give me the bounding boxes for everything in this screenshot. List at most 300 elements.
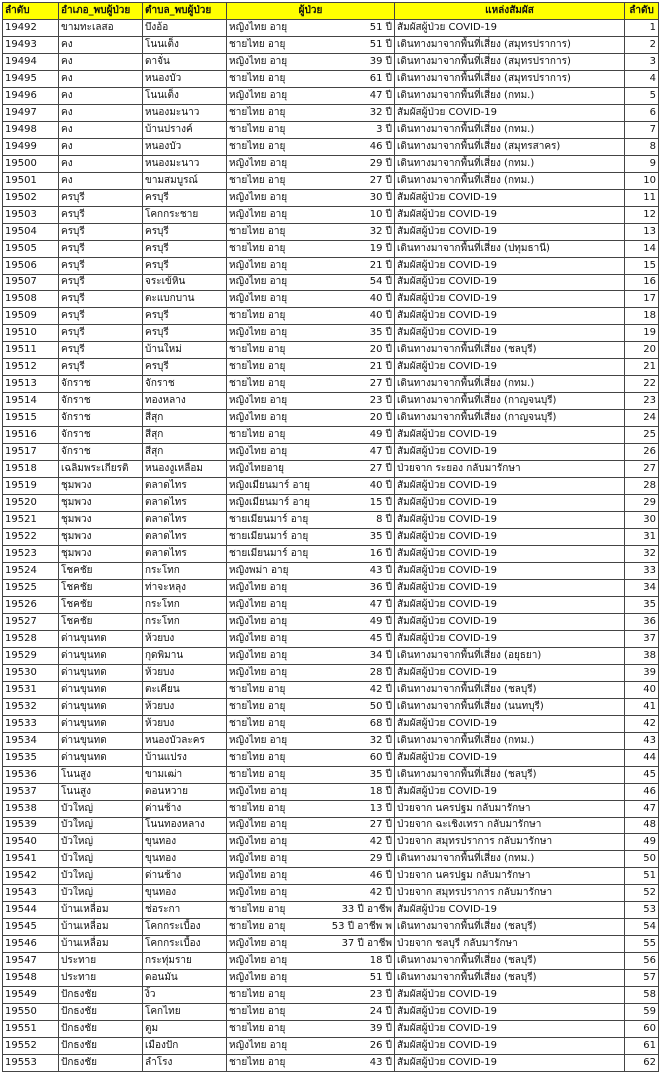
cell-patient (227, 19, 395, 36)
cell-patient (227, 834, 395, 851)
cell-district: บ้านเหลื่อม (59, 902, 143, 919)
cell-subdistrict: จระเข้หิน (143, 274, 227, 291)
cell-subdistrict: ทองหลาง (143, 393, 227, 410)
cell-order: 10 (625, 172, 659, 189)
cell-district: โนนสูง (59, 766, 143, 783)
table-row (3, 308, 659, 325)
cell-order: 20 (625, 342, 659, 359)
table-row (3, 342, 659, 359)
table-row (3, 206, 659, 223)
cell-subdistrict: เมืองปัก (143, 1038, 227, 1055)
cell-source: สัมผัสผู้ป่วย COVID-19 (395, 495, 625, 512)
table-row (3, 766, 659, 783)
cell-id: 19509 (3, 308, 59, 325)
cell-source: สัมผัสผู้ป่วย COVID-19 (395, 189, 625, 206)
cell-id: 19492 (3, 19, 59, 36)
patient-desc: ชายไทย อายุ (229, 1006, 286, 1018)
patient-age: 20 ปี (369, 344, 392, 356)
cell-id: 19516 (3, 427, 59, 444)
cell-source: เดินทางมาจากพื้นที่เสี่ยง (ชลบุรี) (395, 681, 625, 698)
patient-desc: หญิงไทย อายุ (229, 395, 288, 407)
table-row (3, 885, 659, 902)
patient-desc: ชายไทย อายุ (229, 310, 286, 322)
patient-age: 45 ปี (369, 632, 392, 644)
cell-source: สัมผัสผู้ป่วย COVID-19 (395, 291, 625, 308)
cell-id: 19522 (3, 529, 59, 546)
table-row (3, 868, 659, 885)
cell-district: จักราช (59, 444, 143, 461)
table-row (3, 596, 659, 613)
patient-desc: หญิงไทย อายุ (229, 1040, 288, 1052)
cell-district: ชุมพวง (59, 546, 143, 563)
cell-order: 21 (625, 359, 659, 376)
cell-district: ขามทะเลสอ (59, 19, 143, 36)
cell-patient (227, 800, 395, 817)
table-row (3, 410, 659, 427)
cell-patient (227, 53, 395, 70)
cell-id: 19536 (3, 766, 59, 783)
patient-age: 16 ปี (369, 547, 392, 559)
cell-subdistrict: ตลาดไทร (143, 495, 227, 512)
cell-source: สัมผัสผู้ป่วย COVID-19 (395, 325, 625, 342)
cell-patient (227, 240, 395, 257)
table-row (3, 376, 659, 393)
cell-district: จักราช (59, 376, 143, 393)
cell-patient (227, 613, 395, 630)
cell-patient (227, 936, 395, 953)
cell-subdistrict: งิ้ว (143, 987, 227, 1004)
patient-desc: ชายไทย อายุ (229, 1023, 286, 1035)
patient-age: 61 ปี (369, 72, 392, 84)
table-row (3, 138, 659, 155)
cell-order: 47 (625, 800, 659, 817)
cell-id: 19494 (3, 53, 59, 70)
patient-desc: หญิงไทย อายุ (229, 55, 288, 67)
cell-order: 45 (625, 766, 659, 783)
cell-patient (227, 732, 395, 749)
cell-subdistrict: ช่อระกา (143, 902, 227, 919)
table-row (3, 36, 659, 53)
cell-subdistrict: จักราช (143, 376, 227, 393)
cell-patient (227, 410, 395, 427)
cell-source: ป่วยจาก สมุทรปราการ กลับมารักษา (395, 885, 625, 902)
cell-order: 9 (625, 155, 659, 172)
table-row (3, 172, 659, 189)
cell-patient (227, 512, 395, 529)
patient-age: 47 ปี (369, 446, 392, 458)
cell-id: 19507 (3, 274, 59, 291)
table-row (3, 715, 659, 732)
table-row (3, 732, 659, 749)
cell-order: 22 (625, 376, 659, 393)
cell-order: 3 (625, 53, 659, 70)
patient-desc: หญิงเมียนมาร์ อายุ (229, 480, 310, 492)
patient-desc: ชายไทย อายุ (229, 802, 286, 814)
patient-desc: หญิงไทย อายุ (229, 412, 288, 424)
cell-district: เฉลิมพระเกียรติ (59, 461, 143, 478)
patient-age: 33 ปี อาชีพ (341, 904, 392, 916)
cell-patient (227, 223, 395, 240)
cell-order: 32 (625, 546, 659, 563)
cell-id: 19519 (3, 478, 59, 495)
table-row (3, 393, 659, 410)
cell-patient (227, 970, 395, 987)
cell-id: 19500 (3, 155, 59, 172)
cell-id: 19523 (3, 546, 59, 563)
cell-id: 19550 (3, 1004, 59, 1021)
patient-age: 53 ปี อาชีพ พ (331, 921, 392, 933)
table-row (3, 817, 659, 834)
patient-age: 32 ปี (369, 106, 392, 118)
cell-patient (227, 87, 395, 104)
patient-age: 40 ปี (369, 310, 392, 322)
patient-desc: ชายไทย อายุ (229, 38, 286, 50)
cell-district: ด่านขุนทด (59, 732, 143, 749)
cell-source: สัมผัสผู้ป่วย COVID-19 (395, 783, 625, 800)
cell-patient (227, 630, 395, 647)
cell-id: 19521 (3, 512, 59, 529)
table-row (3, 223, 659, 240)
cell-patient (227, 1004, 395, 1021)
cell-source: เดินทางมาจากพื้นที่เสี่ยง (ปทุมธานี) (395, 240, 625, 257)
cell-subdistrict: ขามสมบูรณ์ (143, 172, 227, 189)
cell-patient (227, 36, 395, 53)
cell-district: บัวใหญ่ (59, 885, 143, 902)
header-source: แหล่งสัมผัส (395, 3, 625, 20)
cell-district: ครบุรี (59, 308, 143, 325)
cell-order: 8 (625, 138, 659, 155)
cell-id: 19508 (3, 291, 59, 308)
table-row (3, 512, 659, 529)
cell-district: ครบุรี (59, 257, 143, 274)
cell-subdistrict: กระโทก (143, 562, 227, 579)
patient-age: 10 ปี (369, 208, 392, 220)
table-row (3, 681, 659, 698)
cell-order: 51 (625, 868, 659, 885)
cell-id: 19512 (3, 359, 59, 376)
patient-age: 47 ปี (369, 598, 392, 610)
cell-district: จักราช (59, 427, 143, 444)
cell-subdistrict: กุดพิมาน (143, 647, 227, 664)
patient-desc: หญิงไทย อายุ (229, 938, 288, 950)
cell-order: 16 (625, 274, 659, 291)
cell-subdistrict: ตลาดไทร (143, 546, 227, 563)
cell-subdistrict: โนนทองหลาง (143, 817, 227, 834)
cell-source: สัมผัสผู้ป่วย COVID-19 (395, 427, 625, 444)
cell-patient (227, 868, 395, 885)
cell-source: สัมผัสผู้ป่วย COVID-19 (395, 104, 625, 121)
cell-patient (227, 715, 395, 732)
cell-order: 29 (625, 495, 659, 512)
cell-order: 15 (625, 257, 659, 274)
cell-id: 19537 (3, 783, 59, 800)
header-patient: ผู้ป่วย (227, 3, 395, 20)
cell-order: 62 (625, 1055, 659, 1072)
cell-order: 48 (625, 817, 659, 834)
table-row (3, 546, 659, 563)
cell-source: สัมผัสผู้ป่วย COVID-19 (395, 257, 625, 274)
cell-patient (227, 172, 395, 189)
cell-patient (227, 681, 395, 698)
patient-age: 42 ปี (369, 683, 392, 695)
patient-desc: ชายเมียนมาร์ อายุ (229, 547, 309, 559)
cell-subdistrict: โนนเต็ง (143, 87, 227, 104)
cell-id: 19544 (3, 902, 59, 919)
table-row (3, 936, 659, 953)
cell-id: 19506 (3, 257, 59, 274)
cell-district: ปักธงชัย (59, 1004, 143, 1021)
cell-id: 19541 (3, 851, 59, 868)
cell-subdistrict: ครบุรี (143, 240, 227, 257)
patient-age: 3 ปี (376, 123, 392, 135)
cell-patient (227, 274, 395, 291)
patient-age: 49 ปี (369, 429, 392, 441)
cell-subdistrict: สีสุก (143, 427, 227, 444)
patient-desc: ชายไทย อายุ (229, 174, 286, 186)
cell-id: 19540 (3, 834, 59, 851)
cell-subdistrict: บึงอ้อ (143, 19, 227, 36)
cell-patient (227, 546, 395, 563)
table-row (3, 257, 659, 274)
patient-desc: ชายไทย อายุ (229, 140, 286, 152)
cell-id: 19499 (3, 138, 59, 155)
cell-id: 19534 (3, 732, 59, 749)
patient-age: 42 ปี (369, 836, 392, 848)
cell-source: เดินทางมาจากพื้นที่เสี่ยง (สมุทรปราการ) (395, 36, 625, 53)
cell-patient (227, 376, 395, 393)
patient-desc: หญิงไทย อายุ (229, 836, 288, 848)
cell-patient (227, 953, 395, 970)
cell-order: 7 (625, 121, 659, 138)
patient-desc: หญิงไทย อายุ (229, 276, 288, 288)
cell-district: คง (59, 36, 143, 53)
cell-source: สัมผัสผู้ป่วย COVID-19 (395, 562, 625, 579)
cell-order: 57 (625, 970, 659, 987)
patient-desc: หญิงไทย อายุ (229, 191, 288, 203)
cell-id: 19530 (3, 664, 59, 681)
cell-order: 37 (625, 630, 659, 647)
cell-subdistrict: ห้วยบง (143, 715, 227, 732)
cell-district: ด่านขุนทด (59, 681, 143, 698)
cell-district: โชคชัย (59, 596, 143, 613)
patient-age: 34 ปี (369, 649, 392, 661)
cell-district: คง (59, 121, 143, 138)
cell-source: ป่วยจาก ระยอง กลับมารักษา (395, 461, 625, 478)
patient-age: 50 ปี (369, 700, 392, 712)
patient-desc: หญิงไทย อายุ (229, 259, 288, 271)
cell-order: 44 (625, 749, 659, 766)
cell-id: 19504 (3, 223, 59, 240)
cell-subdistrict: ตลาดไทร (143, 478, 227, 495)
cell-patient (227, 189, 395, 206)
patient-age: 23 ปี (369, 989, 392, 1001)
table-row (3, 1004, 659, 1021)
patient-age: 43 ปี (369, 1057, 392, 1069)
table-row (3, 902, 659, 919)
patient-age: 21 ปี (369, 361, 392, 373)
cell-patient (227, 257, 395, 274)
patient-age: 40 ปี (369, 293, 392, 305)
cell-district: ครบุรี (59, 206, 143, 223)
cell-subdistrict: ห้วยบง (143, 698, 227, 715)
cell-id: 19502 (3, 189, 59, 206)
cell-subdistrict: บ้านปรางค์ (143, 121, 227, 138)
patient-age: 39 ปี (369, 55, 392, 67)
cell-source: ป่วยจาก ฉะเชิงเทรา กลับมารักษา (395, 817, 625, 834)
cell-order: 14 (625, 240, 659, 257)
table-row (3, 630, 659, 647)
cell-id: 19514 (3, 393, 59, 410)
cell-source: เดินทางมาจากพื้นที่เสี่ยง (กทม.) (395, 87, 625, 104)
cell-subdistrict: หนองมะนาว (143, 155, 227, 172)
table-row (3, 155, 659, 172)
cell-district: ครบุรี (59, 189, 143, 206)
patient-desc: หญิงพม่า อายุ (229, 564, 289, 576)
cell-district: ชุมพวง (59, 529, 143, 546)
patient-desc: ชายเมียนมาร์ อายุ (229, 514, 309, 526)
patient-desc: ชายไทย อายุ (229, 344, 286, 356)
cell-district: ประทาย (59, 953, 143, 970)
cell-patient (227, 664, 395, 681)
cell-district: บัวใหญ่ (59, 800, 143, 817)
cell-patient (227, 427, 395, 444)
table-row (3, 800, 659, 817)
cell-patient (227, 698, 395, 715)
cell-patient (227, 291, 395, 308)
cell-id: 19539 (3, 817, 59, 834)
patient-desc: หญิงไทย อายุ (229, 208, 288, 220)
patient-desc: ชายไทย อายุ (229, 904, 286, 916)
cell-id: 19549 (3, 987, 59, 1004)
cell-subdistrict: ด่านช้าง (143, 800, 227, 817)
patient-desc: ชายไทย อายุ (229, 225, 286, 237)
patient-age: 40 ปี (369, 480, 392, 492)
table-row (3, 461, 659, 478)
cell-district: ชุมพวง (59, 495, 143, 512)
cell-id: 19535 (3, 749, 59, 766)
cell-district: โชคชัย (59, 562, 143, 579)
patient-desc: ชายไทย อายุ (229, 700, 286, 712)
cell-patient (227, 885, 395, 902)
cell-order: 55 (625, 936, 659, 953)
cell-source: สัมผัสผู้ป่วย COVID-19 (395, 1021, 625, 1038)
header-subdistrict: ตำบล_พบผู้ป่วย (143, 3, 227, 20)
patient-age: 8 ปี (376, 514, 392, 526)
cell-subdistrict: หนองบัว (143, 138, 227, 155)
patient-desc: ชายไทย อายุ (229, 378, 286, 390)
cell-id: 19526 (3, 596, 59, 613)
cell-order: 1 (625, 19, 659, 36)
cell-district: ครบุรี (59, 325, 143, 342)
cell-subdistrict: ตะแบกบาน (143, 291, 227, 308)
cell-subdistrict: ตะเคียน (143, 681, 227, 698)
table-row (3, 240, 659, 257)
cell-district: ครบุรี (59, 223, 143, 240)
cell-order: 41 (625, 698, 659, 715)
cell-source: สัมผัสผู้ป่วย COVID-19 (395, 664, 625, 681)
cell-order: 11 (625, 189, 659, 206)
cell-id: 19524 (3, 562, 59, 579)
cell-district: ครบุรี (59, 342, 143, 359)
cell-subdistrict: ห้วยบง (143, 664, 227, 681)
cell-source: สัมผัสผู้ป่วย COVID-19 (395, 987, 625, 1004)
cell-id: 19532 (3, 698, 59, 715)
patient-desc: หญิงไทย อายุ (229, 955, 288, 967)
cell-id: 19496 (3, 87, 59, 104)
cell-order: 53 (625, 902, 659, 919)
table-row (3, 647, 659, 664)
cell-subdistrict: ครบุรี (143, 223, 227, 240)
table-row (3, 698, 659, 715)
patient-desc: หญิงไทย อายุ (229, 870, 288, 882)
patient-desc: หญิงไทย อายุ (229, 887, 288, 899)
cell-order: 59 (625, 1004, 659, 1021)
cell-district: ปักธงชัย (59, 1055, 143, 1072)
cell-district: คง (59, 70, 143, 87)
patient-age: 27 ปี (369, 819, 392, 831)
patient-desc: หญิงไทยอายุ (229, 463, 284, 475)
cell-district: โนนสูง (59, 783, 143, 800)
cell-subdistrict: โคกไทย (143, 1004, 227, 1021)
cell-order: 40 (625, 681, 659, 698)
cell-source: สัมผัสผู้ป่วย COVID-19 (395, 1038, 625, 1055)
cell-source: เดินทางมาจากพื้นที่เสี่ยง (สมุทรสาคร) (395, 138, 625, 155)
cell-district: ประทาย (59, 970, 143, 987)
cell-order: 50 (625, 851, 659, 868)
cell-subdistrict: ดอนมัน (143, 970, 227, 987)
cell-order: 13 (625, 223, 659, 240)
cell-subdistrict: ดอนหวาย (143, 783, 227, 800)
cell-patient (227, 121, 395, 138)
patient-desc: หญิงไทย อายุ (229, 21, 288, 33)
cell-source: เดินทางมาจากพื้นที่เสี่ยง (ชลบุรี) (395, 953, 625, 970)
cell-patient (227, 596, 395, 613)
patient-age: 43 ปี (369, 564, 392, 576)
patient-age: 35 ปี (369, 531, 392, 543)
cell-order: 52 (625, 885, 659, 902)
patient-age: 51 ปี (369, 972, 392, 984)
cell-subdistrict: ตูม (143, 1021, 227, 1038)
patient-age: 51 ปี (369, 21, 392, 33)
cell-district: บ้านเหลื่อม (59, 936, 143, 953)
table-row (3, 87, 659, 104)
cell-subdistrict: โคกกระชาย (143, 206, 227, 223)
patient-age: 28 ปี (369, 666, 392, 678)
patient-desc: หญิงไทย อายุ (229, 598, 288, 610)
cell-source: สัมผัสผู้ป่วย COVID-19 (395, 613, 625, 630)
table-row (3, 562, 659, 579)
patient-desc: หญิงไทย อายุ (229, 89, 288, 101)
patient-desc: ชายเมียนมาร์ อายุ (229, 531, 309, 543)
patient-desc: ชายไทย อายุ (229, 751, 286, 763)
patient-age: 19 ปี (369, 242, 392, 254)
patient-desc: หญิงไทย อายุ (229, 293, 288, 305)
patient-age: 27 ปี (369, 463, 392, 475)
cell-patient (227, 444, 395, 461)
cell-id: 19517 (3, 444, 59, 461)
table-row (3, 1038, 659, 1055)
cell-district: คง (59, 172, 143, 189)
cell-source: เดินทางมาจากพื้นที่เสี่ยง (ชลบุรี) (395, 970, 625, 987)
cell-source: เดินทางมาจากพื้นที่เสี่ยง (กทม.) (395, 121, 625, 138)
table-row (3, 783, 659, 800)
cell-id: 19525 (3, 579, 59, 596)
cell-order: 49 (625, 834, 659, 851)
cell-subdistrict: ครบุรี (143, 359, 227, 376)
cell-order: 5 (625, 87, 659, 104)
cell-order: 17 (625, 291, 659, 308)
cell-source: เดินทางมาจากพื้นที่เสี่ยง (กาญจนบุรี) (395, 393, 625, 410)
